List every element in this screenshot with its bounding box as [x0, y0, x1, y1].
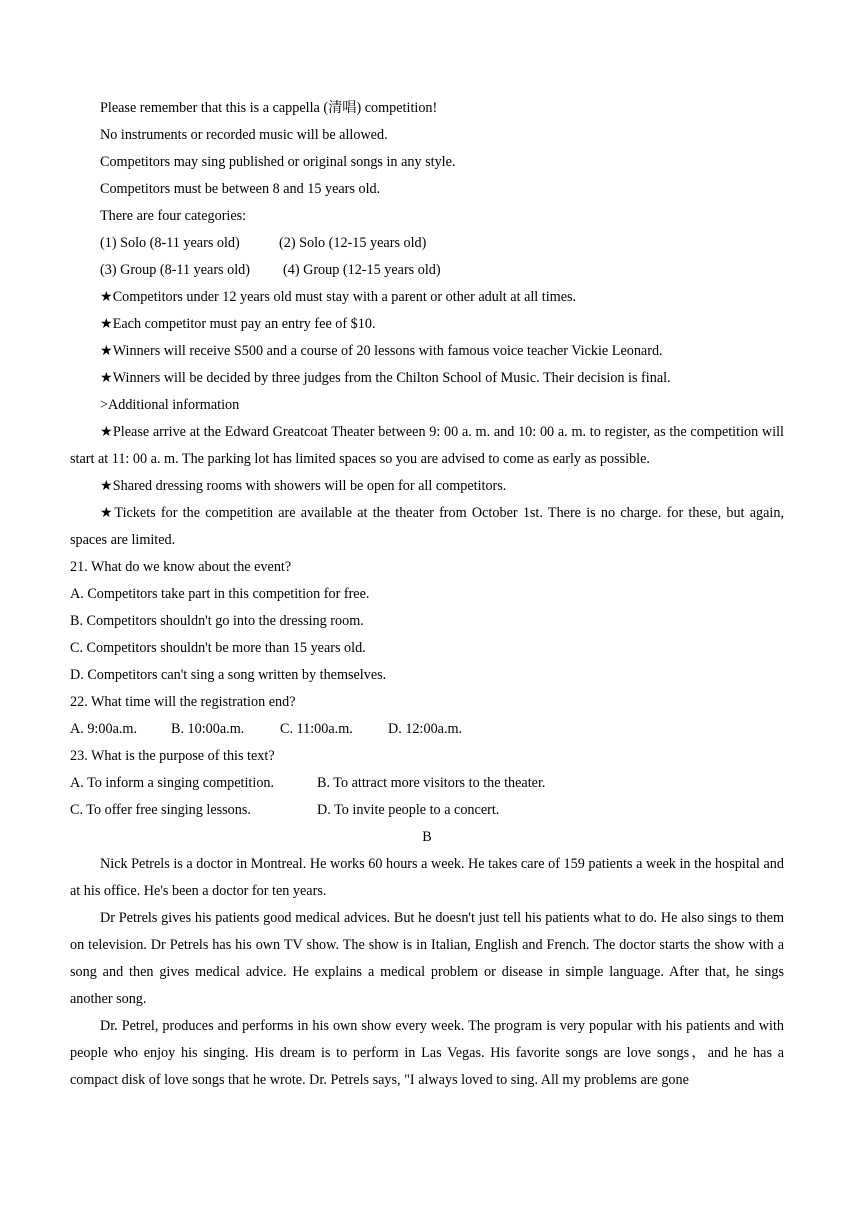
passage-b-paragraph: Nick Petrels is a doctor in Montreal. He works 60 hours a week. He takes care of 159 patients a week in the hospital and at his office. He's been a doctor for ten years. [70, 856, 784, 899]
intro-line: There are four categories: [100, 208, 247, 224]
passage-b-paragraph: Dr Petrels gives his patients good medical advices. But he doesn't just tell his patients what to do. He also sings to them on television. Dr Petrels has his own TV show. The show is in Italian, English and French. The doctor starts the show with a song and then gives medical advice. He explains a medical problem or disease in simple language. After that, he sings another song. [70, 910, 784, 1007]
question-option: B. Competitors shouldn't go into the dressing room. [70, 613, 364, 629]
additional-info-paragraph: ★Shared dressing rooms with showers will be open for all competitors. [100, 478, 507, 494]
question-stem: 23. What is the purpose of this text? [70, 748, 275, 764]
question-option: A. To inform a singing competition. [70, 775, 275, 791]
rule-line: ★Each competitor must pay an entry fee of $10. [100, 316, 376, 332]
category-row [70, 230, 784, 257]
additional-info-heading: >Additional information [100, 397, 240, 413]
question-options-row [70, 797, 784, 824]
question-option: D. Competitors can't sing a song written by themselves. [70, 667, 387, 683]
additional-info-paragraph: ★Tickets for the competition are available at the theater from October 1st. There is no charge. for these, but again, spaces are limited. [70, 505, 784, 548]
category-item: (3) Group (8-11 years old) [100, 262, 250, 278]
intro-line: Please remember that this is a cappella (清唱) competition! [100, 100, 438, 116]
question-options-row [70, 716, 784, 743]
document-page [70, 95, 784, 1094]
intro-line: Competitors may sing published or original songs in any style. [100, 154, 456, 170]
intro-line: No instruments or recorded music will be allowed. [100, 127, 388, 143]
rule-line: ★Competitors under 12 years old must stay with a parent or other adult at all times. [100, 289, 577, 305]
section-heading: B [422, 829, 432, 845]
question-option: A. Competitors take part in this competition for free. [70, 586, 370, 602]
question-option: C. Competitors shouldn't be more than 15 years old. [70, 640, 366, 656]
category-item: (1) Solo (8-11 years old) [100, 235, 240, 251]
question-option: C. To offer free singing lessons. [70, 802, 251, 818]
question-option: A. 9:00a.m. [70, 721, 137, 737]
additional-info-paragraph: ★Please arrive at the Edward Greatcoat Theater between 9: 00 a. m. and 10: 00 a. m. to register, as the competition will start at 11: 00 a. m. The parking lot has limited spaces so you are advised to come as early as possible. [70, 424, 784, 467]
category-item: (4) Group (12-15 years old) [283, 262, 441, 278]
question-option: C. 11:00a.m. [280, 721, 353, 737]
intro-line: Competitors must be between 8 and 15 years old. [100, 181, 381, 197]
passage-b-paragraph: Dr. Petrel, produces and performs in his own show every week. The program is very popular with his patients and with people who enjoy his singing. His dream is to perform in Las Vegas. His favorite songs are love songs，and he has a compact disk of love songs that he wrote. Dr. Petrels says, "I always loved to sing. All my problems are gone [70, 1018, 784, 1088]
question-option: D. 12:00a.m. [388, 721, 463, 737]
category-row [70, 257, 784, 284]
question-stem: 22. What time will the registration end? [70, 694, 296, 710]
question-option: B. 10:00a.m. [171, 721, 245, 737]
rule-line: ★Winners will receive S500 and a course of 20 lessons with famous voice teacher Vickie Leonard. [100, 343, 663, 359]
category-item: (2) Solo (12-15 years old) [279, 235, 427, 251]
rule-line: ★Winners will be decided by three judges from the Chilton School of Music. Their decision is final. [100, 370, 671, 386]
question-option: B. To attract more visitors to the theater. [317, 775, 546, 791]
question-options-row [70, 770, 784, 797]
question-option: D. To invite people to a concert. [317, 802, 500, 818]
question-stem: 21. What do we know about the event? [70, 559, 292, 575]
